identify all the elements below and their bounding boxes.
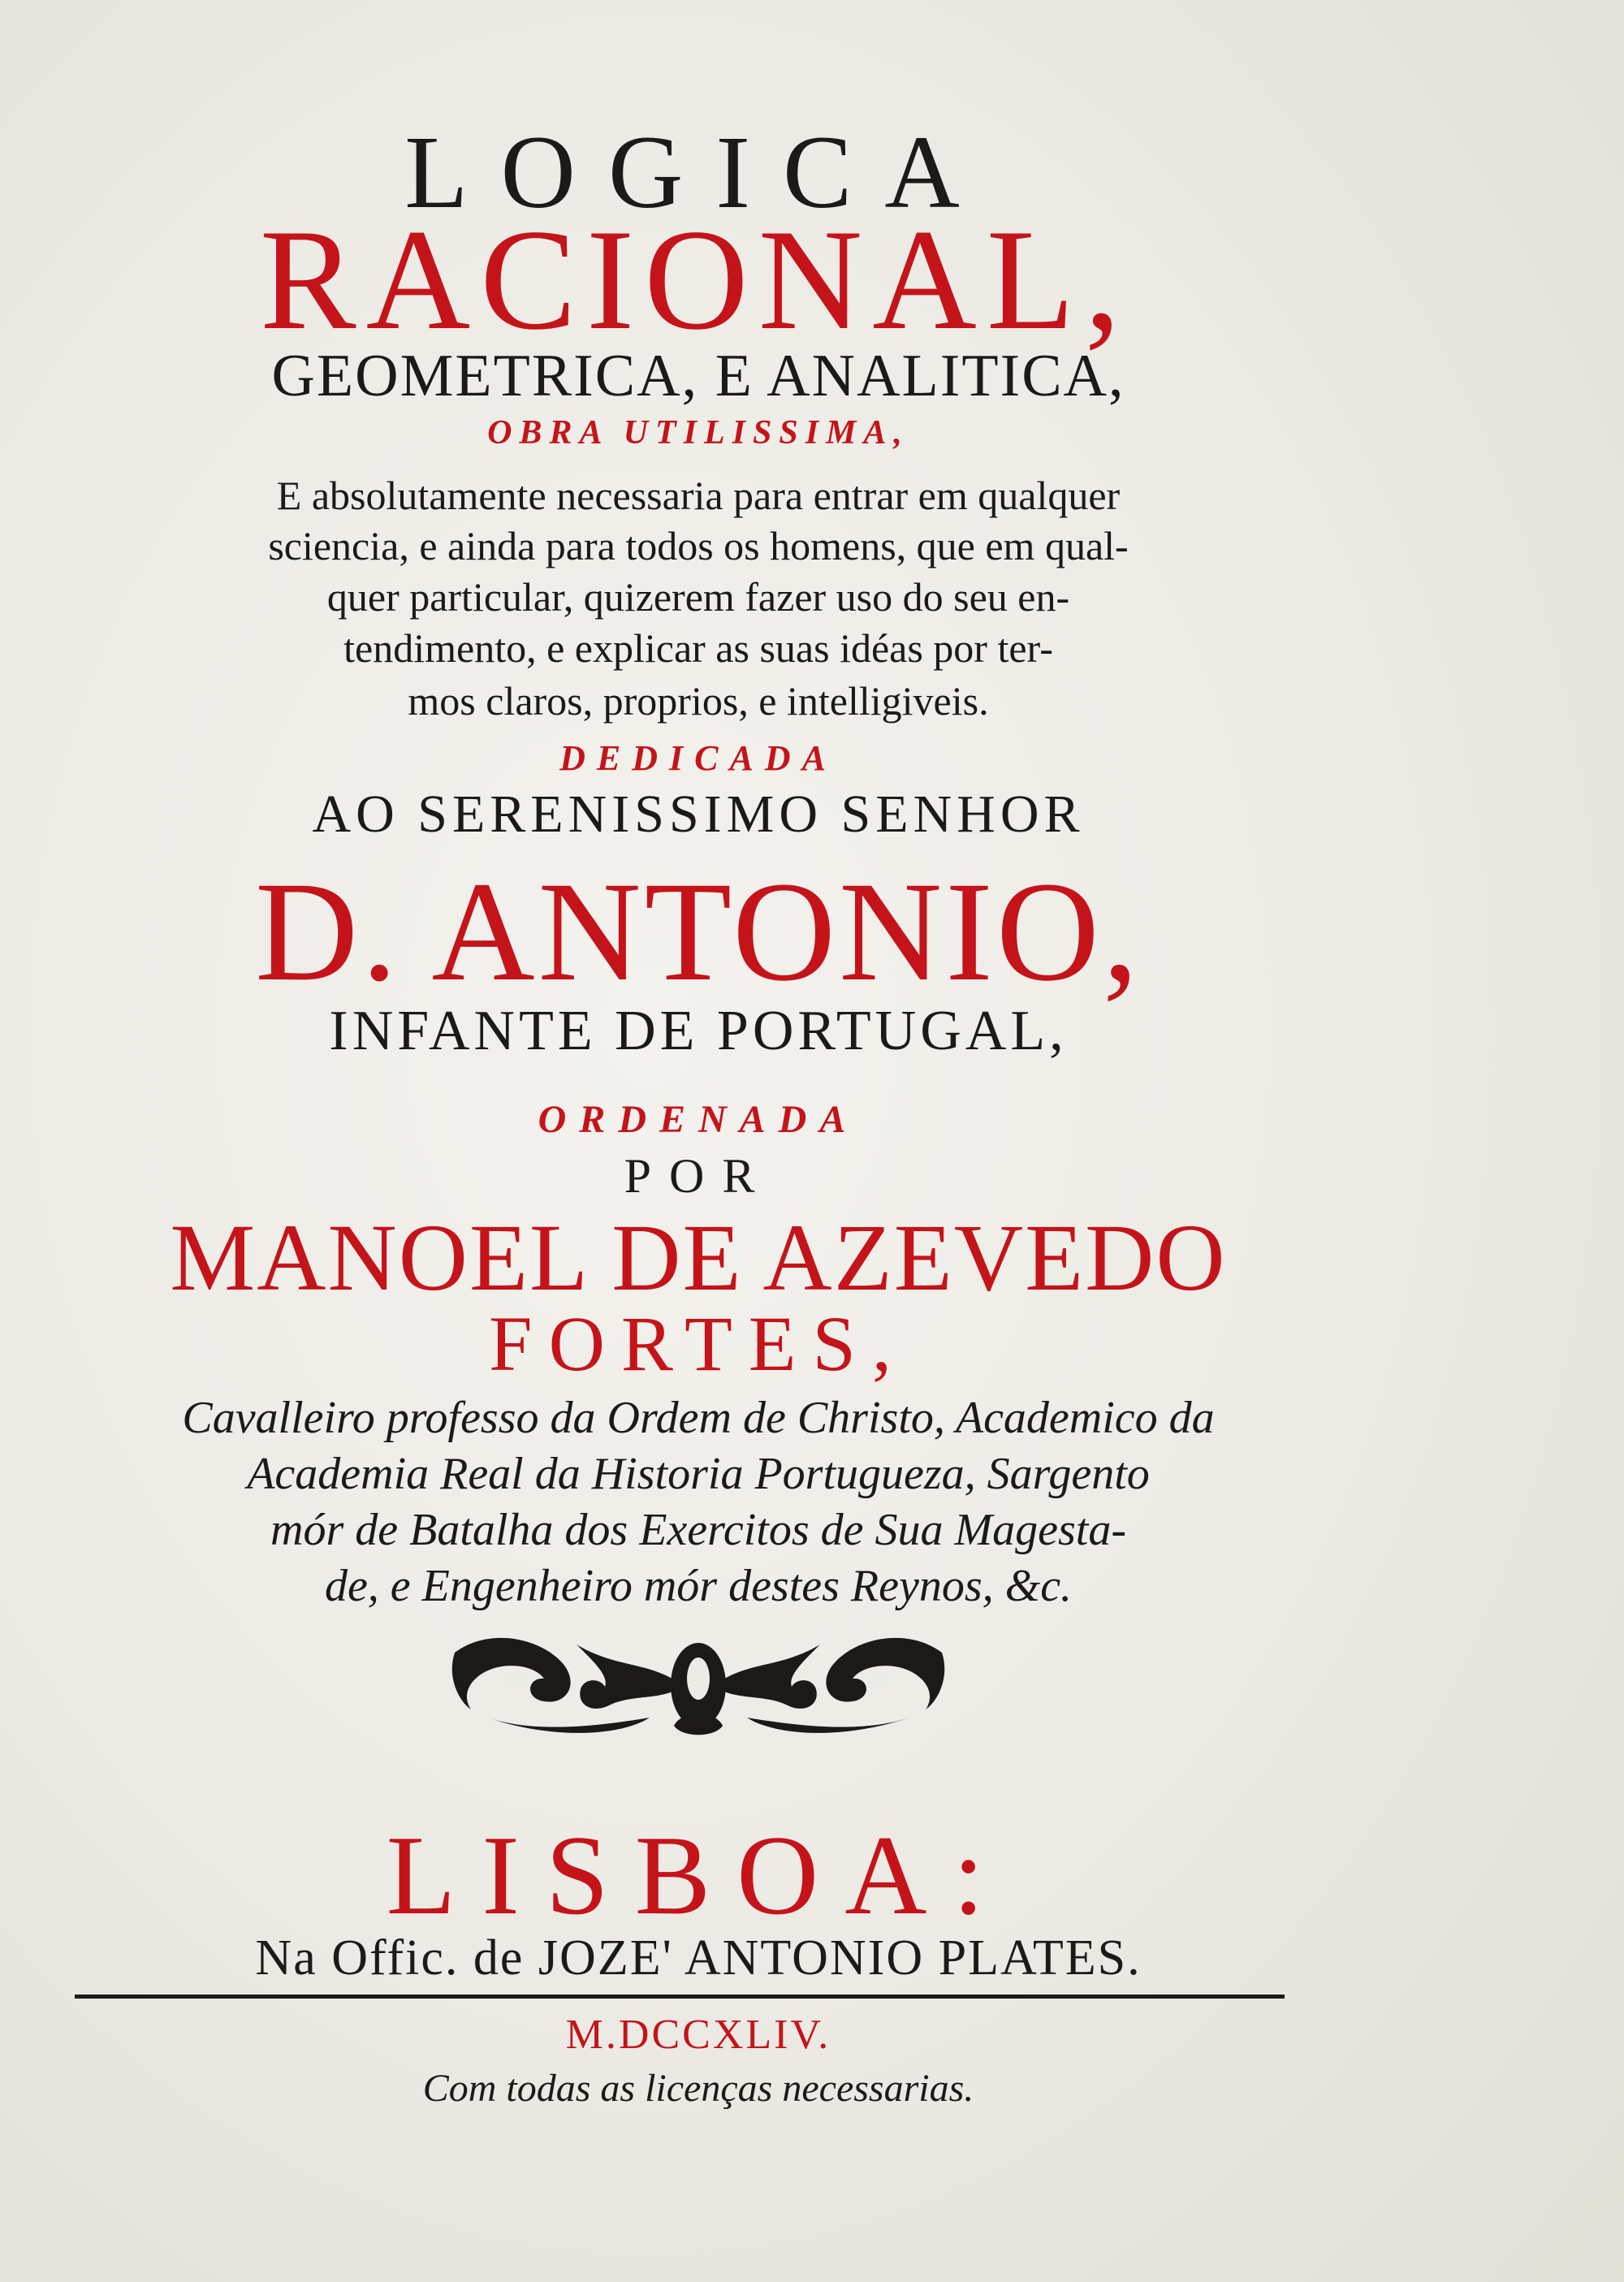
dedication-label: DEDICADA xyxy=(559,738,837,778)
dedicatee-name: D. ANTONIO, xyxy=(255,853,1142,1011)
title-racional: RACIONAL, xyxy=(259,199,1131,360)
author-label-ordenada: ORDENADA xyxy=(538,1098,859,1141)
author-credentials-line-4: de, e Engenheiro mór destes Reynos, &c. xyxy=(324,1561,1073,1611)
subtitle-geometrica: GEOMETRICA, E ANALITICA, xyxy=(271,343,1125,409)
author-credentials-line-2: Academia Real da Historia Portugueza, Sargento xyxy=(247,1449,1150,1499)
imprint-licences: Com todas as licenças necessarias. xyxy=(422,2067,974,2110)
scrollwork-ornament-icon xyxy=(438,1628,958,1742)
imprint-city: LISBOA: xyxy=(386,1813,1011,1938)
author-surname: FORTES, xyxy=(489,1300,908,1387)
imprint-year: M.DCCXLIV. xyxy=(565,2012,831,2058)
dedication-senhor: AO SERENISSIMO SENHOR xyxy=(312,784,1085,844)
author-name: MANOEL DE AZEVEDO xyxy=(170,1204,1227,1311)
description-line-3: quer particular, quizerem fazer uso do seu en- xyxy=(326,574,1070,620)
description-line-2: sciencia, e ainda para todos os homens, que em qual- xyxy=(268,523,1129,568)
imprint-printer: Na Offic. de JOZE' ANTONIO PLATES. xyxy=(255,1930,1142,1986)
title-logica: LOGICA xyxy=(404,115,992,230)
subtitle-obra: OBRA UTILISSIMA, xyxy=(487,414,909,452)
author-credentials-line-3: mór de Batalha dos Exercitos de Sua Magesta- xyxy=(270,1505,1126,1555)
dedicatee-title: INFANTE DE PORTUGAL, xyxy=(329,1000,1068,1062)
author-credentials-line-1: Cavalleiro professo da Ordem de Christo, Academico da xyxy=(182,1393,1215,1443)
imprint-rule xyxy=(75,1995,1285,1999)
author-label-por: POR xyxy=(624,1149,773,1203)
description-line-4: tendimento, e explicar as suas idéas por ter- xyxy=(343,625,1053,671)
description-line-5: mos claros, proprios, e intelligiveis. xyxy=(408,678,989,724)
description-line-1: E absolutamente necessaria para entrar em qualquer xyxy=(276,473,1121,518)
